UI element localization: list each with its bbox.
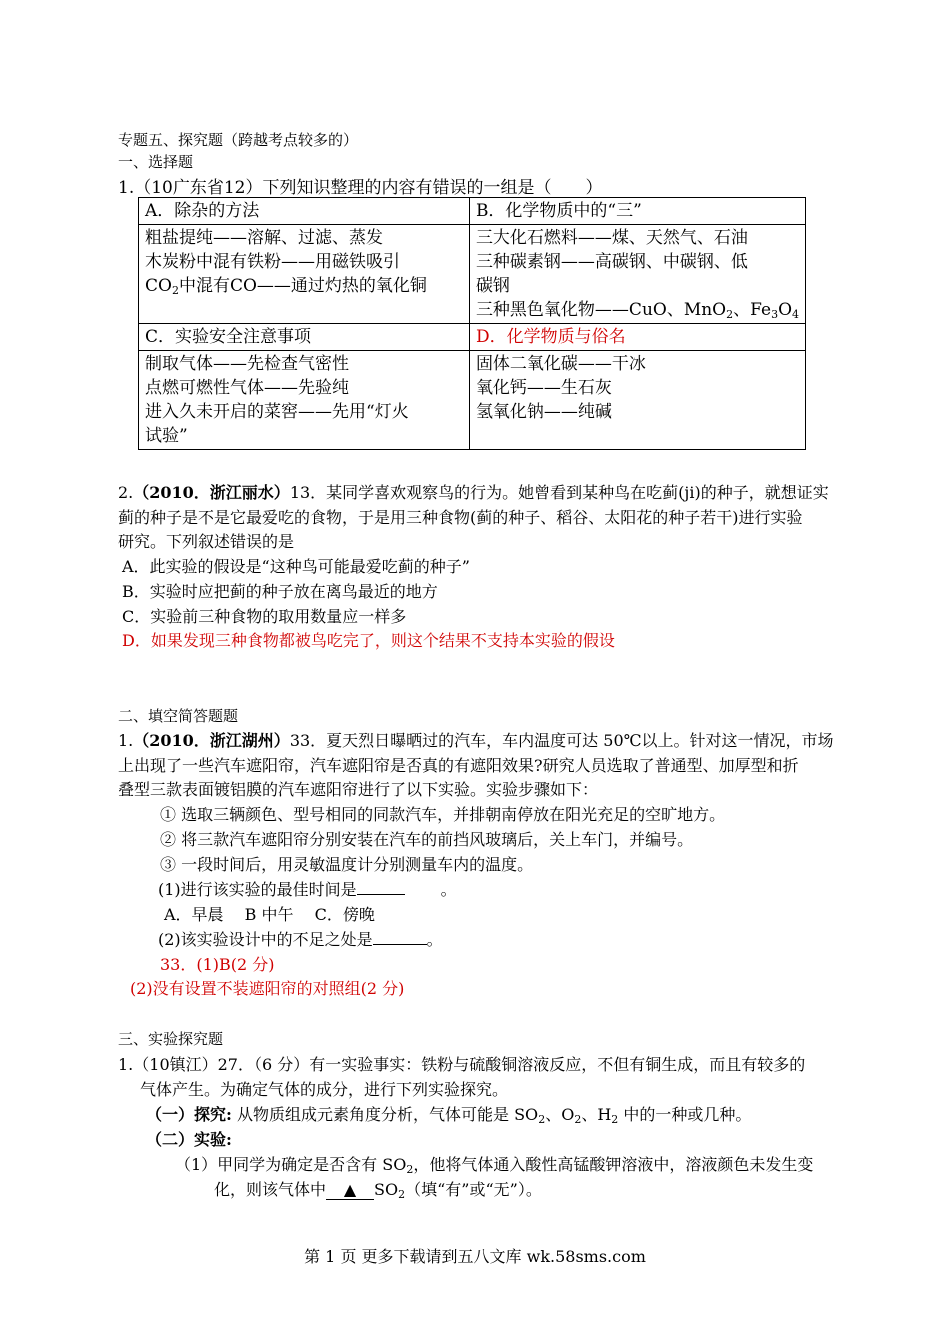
q2-option-a: A．此实验的假设是“这种鸟可能最爱吃蓟的种子” bbox=[122, 557, 470, 576]
s2-q1-line3: 叠型三款表面镀铝膜的汽车遮阳帘进行了以下实验。实验步骤如下： bbox=[118, 780, 599, 799]
s2-step-2: ② 将三款汽车遮阳帘分别安装在汽车的前挡风玻璃后，关上车门，并编号。 bbox=[160, 830, 694, 849]
cell-a-body: 粗盐提纯——溶解、过滤、蒸发 木炭粉中混有铁粉——用磁铁吸引 $CO_2$中混有CO——通过灼热的氧化铜 bbox=[139, 225, 470, 324]
cell-a-head: A．除杂的方法 bbox=[139, 198, 470, 225]
answer-blank-3[interactable] bbox=[326, 1180, 374, 1200]
answer-blank-2[interactable] bbox=[373, 928, 427, 945]
page-footer: 第 1 页 更多下载请到五八文库 wk.58sms.com bbox=[304, 1247, 646, 1266]
doc-title: 专题五、探究题（跨越考点较多的） bbox=[118, 131, 359, 149]
s3-explore: （一）探究: 从物质组成元素角度分析，气体可能是 $SO_2$、$O_2$、$H_2$ 中的一种或几种。 bbox=[146, 1105, 752, 1126]
s3-experiment-label: （二）实验: bbox=[146, 1130, 232, 1149]
section-2-heading: 二、填空简答题题 bbox=[118, 707, 239, 725]
section-1-heading: 一、选择题 bbox=[118, 153, 194, 171]
cell-c-body: 制取气体——先检查气密性 点燃可燃性气体——先验纯 进入久未开启的菜窖——先用“灯火 试验” bbox=[139, 351, 470, 450]
triangle-marker-icon: ▲ bbox=[343, 1180, 357, 1199]
s3-q1-line1: 1.（10镇江）27．（6 分）有一实验事实：铁粉与硫酸铜溶液反应，不但有铜生成，而且有较多的 bbox=[118, 1055, 806, 1074]
s2-answer-2: (2)没有设置不装遮阳帘的对照组(2 分) bbox=[130, 979, 405, 998]
q2-line3: 研究。下列叙述错误的是 bbox=[118, 532, 295, 551]
q2-line1: 2.（2010．浙江丽水）13．某同学喜欢观察鸟的行为。她曾看到某种鸟在吃蓟(ji)的种子，就想证实 bbox=[118, 483, 829, 502]
answer-blank-1[interactable] bbox=[357, 878, 405, 895]
s3-exp1-line1: （1）甲同学为确定是否含有 $SO_2$，他将气体通入酸性高锰酸钾溶液中，溶液颜色未发生变 bbox=[175, 1155, 814, 1176]
s2-sub-1: (1)进行该实验的最佳时间是 。 bbox=[158, 880, 457, 899]
s2-q1-line1: 1.（2010．浙江湖州）33．夏天烈日曝晒过的汽车，车内温度可达 50℃以上。针对这一情况，市场 bbox=[118, 731, 834, 750]
q1-table bbox=[138, 197, 806, 450]
s2-answer-1: 33．(1)B(2 分) bbox=[160, 955, 275, 974]
cell-b-body: 三大化石燃料——煤、天然气、石油 三种碳素钢——高碳钢、中碳钢、低 碳钢 三种黑色氧化物——CuO、MnO$_2$、$Fe_3O_4$ bbox=[469, 225, 805, 324]
cell-c-head: C．实验安全注意事项 bbox=[139, 324, 470, 351]
q1-stem: 1.（10广东省12）下列知识整理的内容有错误的一组是（ ） bbox=[118, 178, 603, 198]
s2-q1-line2: 上出现了一些汽车遮阳帘，汽车遮阳帘是否真的有遮阳效果?研究人员选取了普通型、加厚型和折 bbox=[118, 756, 799, 775]
s2-step-3: ③ 一段时间后，用灵敏温度计分别测量车内的温度。 bbox=[160, 855, 534, 874]
s2-options: A．早晨 B 中午 C．傍晚 bbox=[164, 905, 375, 924]
q2-option-b: B．实验时应把蓟的种子放在离鸟最近的地方 bbox=[122, 582, 438, 601]
s2-step-1: ① 选取三辆颜色、型号相同的同款汽车，并排朝南停放在阳光充足的空旷地方。 bbox=[160, 805, 726, 824]
cell-d-body: 固体二氧化碳——干冰 氧化钙——生石灰 氢氧化钠——纯碱 bbox=[469, 351, 805, 450]
q2-option-c: C．实验前三种食物的取用数量应一样多 bbox=[122, 607, 407, 626]
s2-sub-2: (2)该实验设计中的不足之处是 。 bbox=[158, 930, 443, 949]
section-3-heading: 三、实验探究题 bbox=[118, 1030, 224, 1048]
q2-line2: 蓟的种子是不是它最爱吃的食物，于是用三种食物(蓟的种子、稻谷、太阳花的种子若干)进行实验 bbox=[118, 508, 803, 527]
cell-d-head: D．化学物质与俗名 bbox=[469, 324, 805, 351]
cell-b-head: B．化学物质中的“三” bbox=[469, 198, 805, 225]
s3-q1-line2: 气体产生。为确定气体的成分，进行下列实验探究。 bbox=[140, 1080, 509, 1099]
q2-option-d: D．如果发现三种食物都被鸟吃完了，则这个结果不支持本实验的假设 bbox=[122, 631, 615, 650]
s3-exp1-line2: 化，则该气体中 ▲ $SO_2$（填“有”或“无”）。 bbox=[214, 1180, 542, 1201]
